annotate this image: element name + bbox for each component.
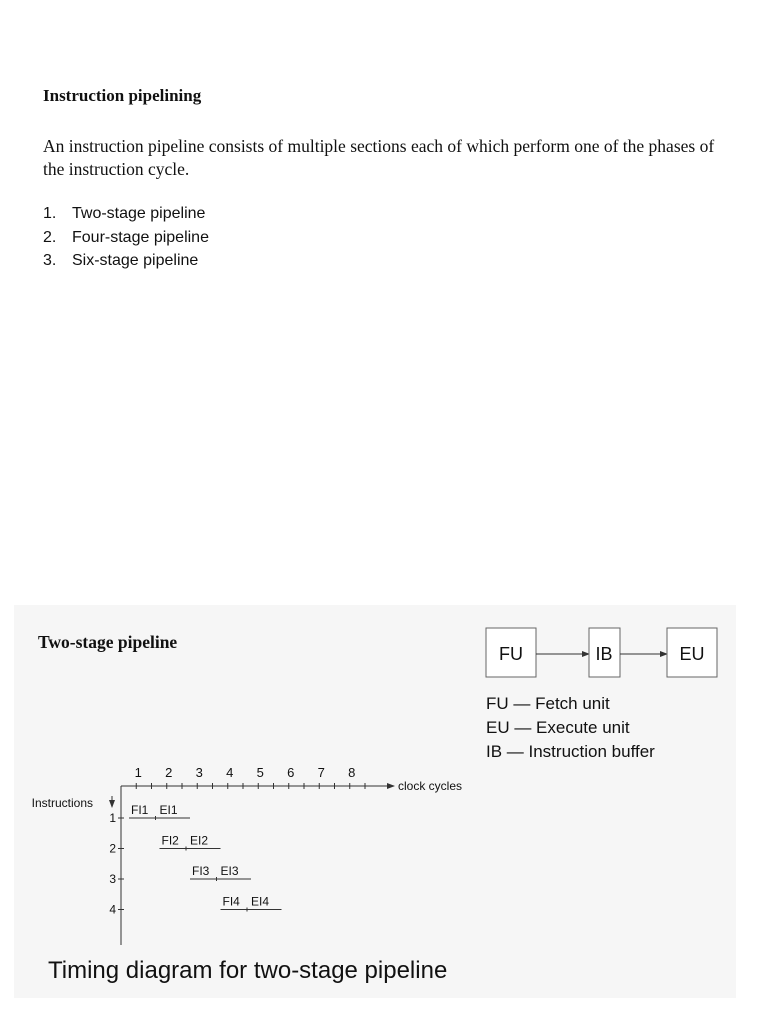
- pipeline-figure: [14, 605, 736, 998]
- instruction-tick-label: 2: [109, 841, 116, 856]
- pipeline-diagram: [14, 605, 736, 998]
- clock-tick-label: 7: [317, 765, 325, 780]
- list-item: [43, 202, 209, 226]
- figure-title: Two-stage pipeline: [38, 632, 178, 652]
- pipeline-list: [43, 202, 209, 273]
- list-item-label: Six-stage pipeline: [72, 252, 199, 269]
- execute-stage-label: EI4: [251, 894, 270, 909]
- fetch-stage-label: FI2: [161, 833, 179, 848]
- list-item-number: 1.: [43, 205, 57, 222]
- execute-unit-label: EU: [679, 644, 705, 664]
- legend-fetch-unit: FU — Fetch unit: [486, 694, 610, 713]
- clock-tick-label: 3: [195, 765, 203, 780]
- clock-tick-label: 2: [165, 765, 173, 780]
- clock-axis-label: clock cycles: [398, 779, 463, 793]
- execute-stage-label: EI1: [159, 803, 178, 817]
- instruction-tick-label: 1: [109, 811, 116, 825]
- timing-rows: [129, 803, 282, 912]
- list-item-number: 3.: [43, 252, 57, 269]
- list-item-label: Four-stage pipeline: [72, 228, 209, 246]
- figure-caption: Timing diagram for two-stage pipeline: [48, 957, 448, 984]
- list-item-number: 2.: [43, 228, 57, 246]
- instruction-tick-label: 4: [109, 902, 116, 917]
- document-heading: Instruction pipelining: [43, 86, 202, 105]
- legend-instruction-buffer: IB — Instruction buffer: [486, 742, 655, 761]
- instruction-tick-label: 3: [109, 872, 116, 886]
- fetch-stage-label: FI1: [131, 803, 149, 817]
- fetch-unit-label: FU: [499, 644, 523, 664]
- instruction-axis-label: Instructions: [31, 796, 93, 810]
- clock-ticks: [135, 765, 365, 789]
- clock-tick-label: 6: [287, 765, 295, 780]
- instruction-buffer-label: IB: [595, 644, 613, 664]
- list-item-label: Two-stage pipeline: [72, 205, 206, 222]
- clock-tick-label: 1: [134, 765, 142, 780]
- clock-tick-label: 4: [226, 765, 234, 780]
- execute-stage-label: EI3: [220, 864, 239, 878]
- list-item: [43, 249, 209, 273]
- legend-execute-unit: EU — Execute unit: [486, 718, 630, 737]
- fetch-stage-label: FI3: [192, 864, 210, 878]
- instruction-ticks: [109, 811, 124, 917]
- clock-tick-label: 5: [256, 765, 264, 780]
- fetch-stage-label: FI4: [222, 894, 240, 909]
- list-item: [43, 226, 209, 250]
- execute-stage-label: EI2: [190, 833, 209, 848]
- intro-paragraph: An instruction pipeline consists of multiple sections each of which perform one of the phases of the instruction cycle.: [43, 136, 715, 179]
- clock-tick-label: 8: [348, 765, 356, 780]
